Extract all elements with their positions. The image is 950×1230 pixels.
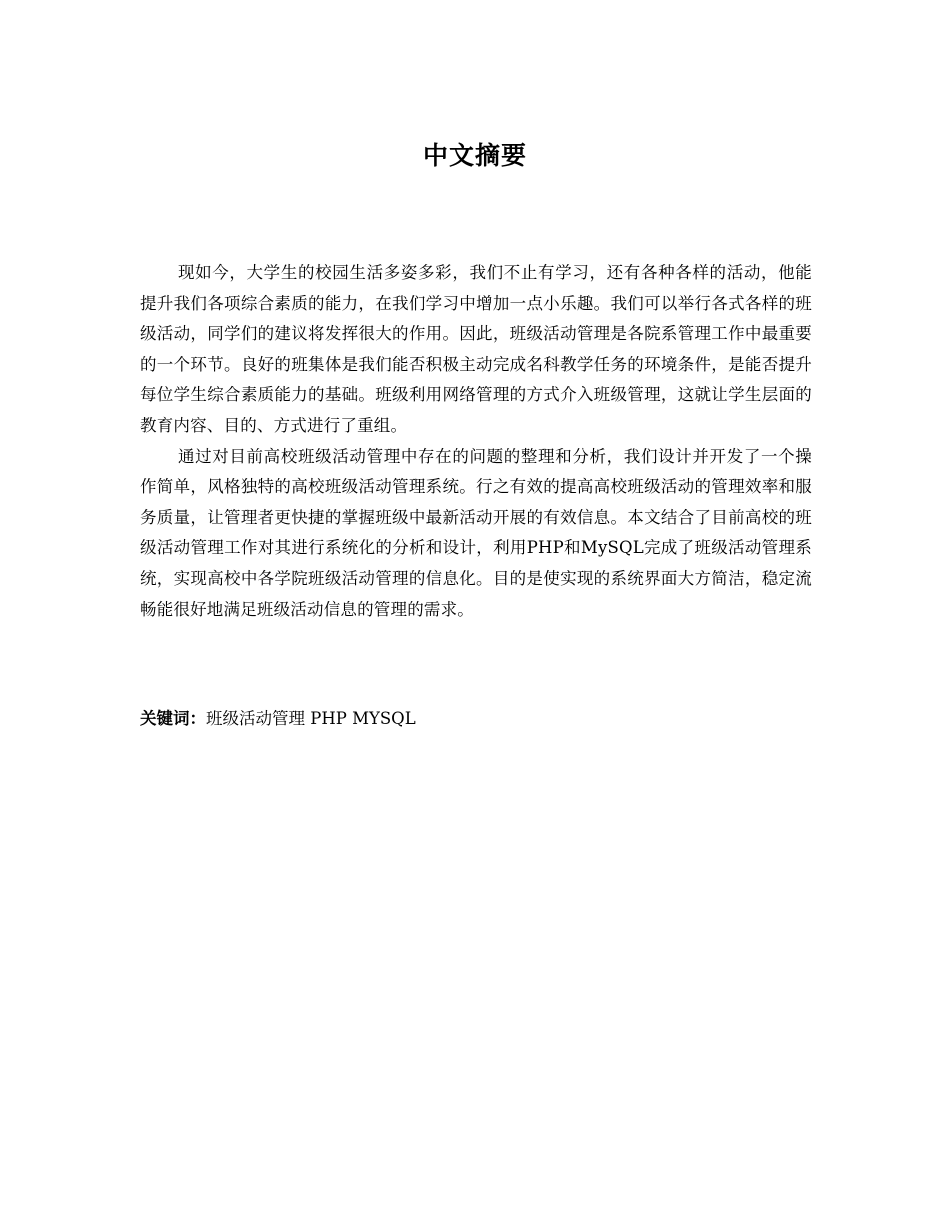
abstract-body — [140, 258, 812, 625]
keywords-values: 班级活动管理 PHP MYSQL — [206, 709, 416, 728]
page-title: 中文摘要 — [422, 141, 527, 170]
abstract-paragraph-1: 现如今，大学生的校园生活多姿多彩，我们不止有学习，还有各种各样的活动，他能提升我们各项综合素质的能力，在我们学习中增加一点小乐趣。我们可以举行各式各样的班级活动，同学们的建议将发挥很大的作用。因此，班级活动管理是各院系管理工作中最重要的一个环节。良好的班集体是我们能否积极主动完成名科教学任务的环境条件，是能否提升每位学生综合素质能力的基础。班级利用网络管理的方式介入班级管理，这就让学生层面的教育内容、目的、方式进行了重组。 — [140, 263, 812, 435]
keywords-line — [140, 704, 812, 734]
keywords-label: 关键词： — [140, 709, 206, 728]
abstract-paragraph-2: 通过对目前高校班级活动管理中存在的问题的整理和分析，我们设计并开发了一个操作简单，风格独特的高校班级活动管理系统。行之有效的提高高校班级活动的管理效率和服务质量，让管理者更快捷的掌握班级中最新活动开展的有效信息。本文结合了目前高校的班级活动管理工作对其进行系统化的分析和设计，利用PHP和MySQL完成了班级活动管理系统，实现高校中各学院班级活动管理的信息化。目的是使实现的系统界面大方简洁，稳定流畅能很好地满足班级活动信息的管理的需求。 — [140, 446, 812, 619]
